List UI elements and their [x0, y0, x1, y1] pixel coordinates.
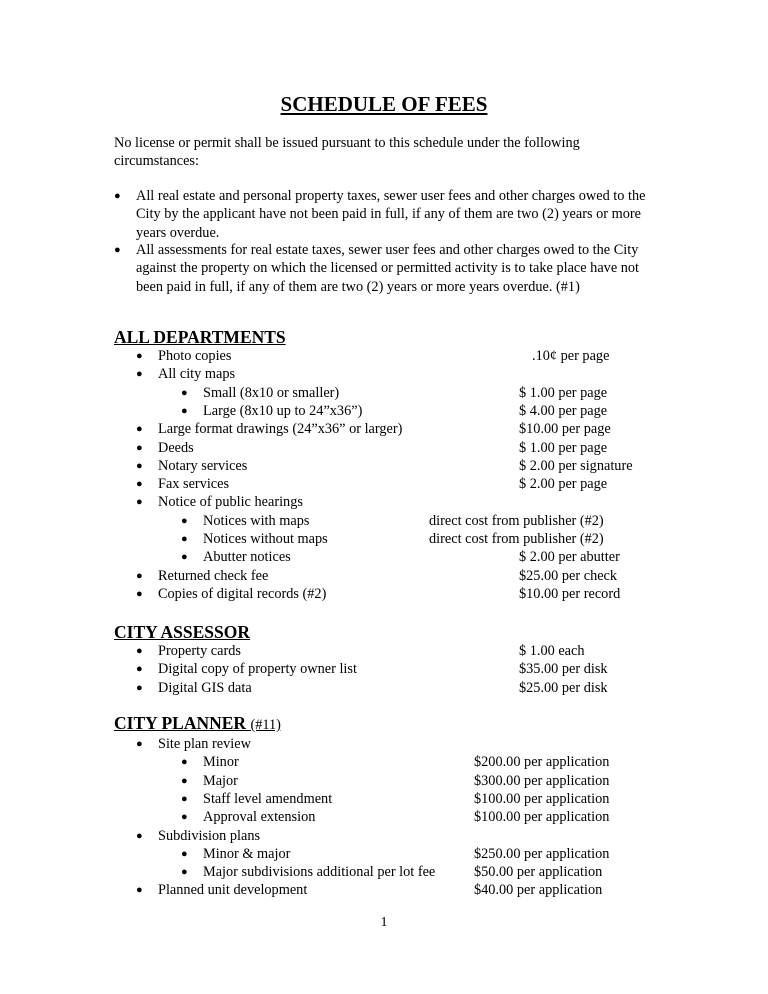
fee-row [0, 384, 768, 402]
condition-item [114, 187, 659, 242]
fee-amount: $10.00 per page [519, 421, 611, 438]
fee-label: Digital copy of property owner list [158, 661, 357, 678]
bullet-icon: ● [181, 792, 188, 805]
fee-amount: $ 1.00 per page [519, 439, 608, 456]
bullet-icon: ● [181, 386, 188, 399]
fee-label: Site plan review [158, 736, 251, 752]
bullet-icon: ● [181, 811, 188, 824]
bullet-icon: ● [136, 569, 143, 582]
fee-amount: $ 4.00 per page [519, 402, 608, 419]
fee-label: Major subdivisions additional per lot fee [203, 864, 436, 881]
fee-row [0, 347, 768, 365]
fee-label: Minor & major [203, 845, 291, 862]
fee-label: Major [203, 772, 238, 789]
bullet-icon: ● [136, 459, 143, 472]
fee-label: Property cards [158, 643, 241, 659]
fee-label: Fax services [158, 476, 230, 493]
bullet-icon: ● [181, 756, 188, 769]
section-heading [114, 327, 286, 347]
fee-row [0, 753, 768, 771]
bullet-icon: ● [136, 738, 143, 750]
fee-row [0, 457, 768, 475]
page-number: 1 [380, 915, 388, 930]
fee-row [0, 585, 768, 603]
fee-label: Abutter notices [203, 549, 291, 566]
bullet-icon: ● [136, 423, 143, 436]
fee-row [0, 512, 768, 530]
fee-amount: $100.00 per application [474, 809, 610, 826]
fee-label: Staff level amendment [203, 790, 333, 807]
section-note: (#11) [250, 717, 281, 733]
fee-amount: $100.00 per application [474, 790, 610, 807]
bullet-icon: ● [136, 496, 143, 509]
bullet-icon: ● [136, 829, 143, 842]
bullet-icon: ● [136, 478, 143, 491]
fee-amount: $ 2.00 per abutter [519, 549, 620, 566]
fee-amount: $ 2.00 per signature [519, 457, 633, 474]
bullet-icon: ● [181, 404, 188, 417]
bullet-icon: ● [136, 663, 143, 676]
intro-paragraph: No license or permit shall be issued pursuant to this schedule under the following circumstances: [114, 135, 580, 170]
fee-row [0, 790, 768, 808]
fee-row [0, 567, 768, 585]
fee-row [0, 735, 768, 753]
condition-item [114, 241, 659, 296]
fee-amount: direct cost from publisher (#2) [429, 531, 604, 547]
fee-amount: direct cost from publisher (#2) [429, 512, 604, 529]
bullet-icon: ● [136, 587, 143, 600]
fee-label: All city maps [158, 366, 236, 383]
bullet-icon: ● [181, 847, 188, 860]
bullet-icon: ● [181, 866, 188, 879]
bullet-icon: ● [181, 514, 188, 527]
bullet-icon: ● [136, 681, 143, 694]
fee-label: Notary services [158, 457, 248, 474]
fee-amount: $35.00 per disk [519, 661, 608, 678]
condition-text: All assessments for real estate taxes, sewer user fees and other charges owed to the City against the property on which the licensed or permitted activity is to take place have not been paid in full, if any of them are two (2) years or more years overdue. (#1) [136, 242, 640, 295]
fee-amount: $10.00 per record [519, 585, 621, 602]
bullet-icon: ● [181, 774, 188, 787]
fee-row [0, 827, 768, 845]
fee-row [0, 439, 768, 457]
fee-row [0, 365, 768, 383]
fee-row [0, 772, 768, 790]
bullet-icon: ● [136, 350, 143, 362]
fee-amount: $25.00 per check [519, 567, 618, 584]
bullet-icon: ● [181, 533, 188, 545]
fee-row [0, 845, 768, 863]
bullet-icon: ● [181, 551, 188, 564]
fee-label: Notices without maps [203, 531, 328, 547]
bullet-icon: ● [136, 368, 143, 381]
section-heading-text: CITY PLANNER [114, 713, 247, 733]
fee-label: Minor [203, 754, 239, 771]
fee-amount: $ 2.00 per page [519, 476, 608, 493]
fee-label: Large format drawings (24”x36” or larger) [158, 421, 403, 438]
section-heading-text: ALL DEPARTMENTS [114, 327, 286, 347]
fee-row [0, 402, 768, 420]
fee-amount: $25.00 per disk [519, 679, 608, 696]
fee-label: Copies of digital records (#2) [158, 585, 327, 602]
fee-amount: $200.00 per application [474, 754, 610, 771]
section-heading-text: CITY ASSESSOR [114, 622, 251, 642]
fee-row [0, 863, 768, 881]
fee-label: Approval extension [203, 809, 316, 826]
fee-amount: $300.00 per application [474, 772, 610, 789]
bullet-icon: ● [114, 190, 121, 202]
fee-amount: $50.00 per application [474, 864, 603, 881]
fee-row [0, 679, 768, 697]
fee-row [0, 548, 768, 566]
fee-amount: $250.00 per application [474, 845, 610, 862]
fee-row [0, 808, 768, 826]
fee-label: Returned check fee [158, 567, 269, 584]
section-heading [114, 622, 250, 642]
fee-label: Notices with maps [203, 512, 310, 529]
page-title: SCHEDULE OF FEES [280, 92, 488, 116]
fee-label: Digital GIS data [158, 679, 252, 696]
fee-row [0, 530, 768, 548]
fee-label: Notice of public hearings [158, 494, 303, 511]
fee-label: Small (8x10 or smaller) [203, 384, 340, 401]
section-heading [114, 713, 281, 735]
fee-amount: $ 1.00 per page [519, 384, 608, 401]
fee-label: Photo copies [158, 348, 232, 364]
fee-row [0, 642, 768, 660]
fee-label: Large (8x10 up to 24”x36”) [203, 402, 363, 419]
fee-label: Subdivision plans [158, 827, 261, 844]
fee-row [0, 660, 768, 678]
fee-row [0, 420, 768, 438]
fee-amount: $40.00 per application [474, 882, 603, 899]
bullet-icon: ● [136, 441, 143, 454]
fee-amount: $ 1.00 each [519, 643, 585, 659]
fee-row [0, 475, 768, 493]
fee-label: Deeds [158, 439, 194, 456]
condition-text: All real estate and personal property taxes, sewer user fees and other charges owed to the City by the applicant have not been paid in full, if any of them are two (2) years or more years overdue. [136, 188, 646, 241]
fee-amount: .10¢ per page [532, 348, 610, 364]
bullet-icon: ● [136, 645, 143, 657]
fee-row [0, 881, 768, 899]
fee-label: Planned unit development [158, 882, 308, 899]
fee-row [0, 493, 768, 511]
bullet-icon: ● [114, 244, 121, 256]
bullet-icon: ● [136, 884, 143, 897]
